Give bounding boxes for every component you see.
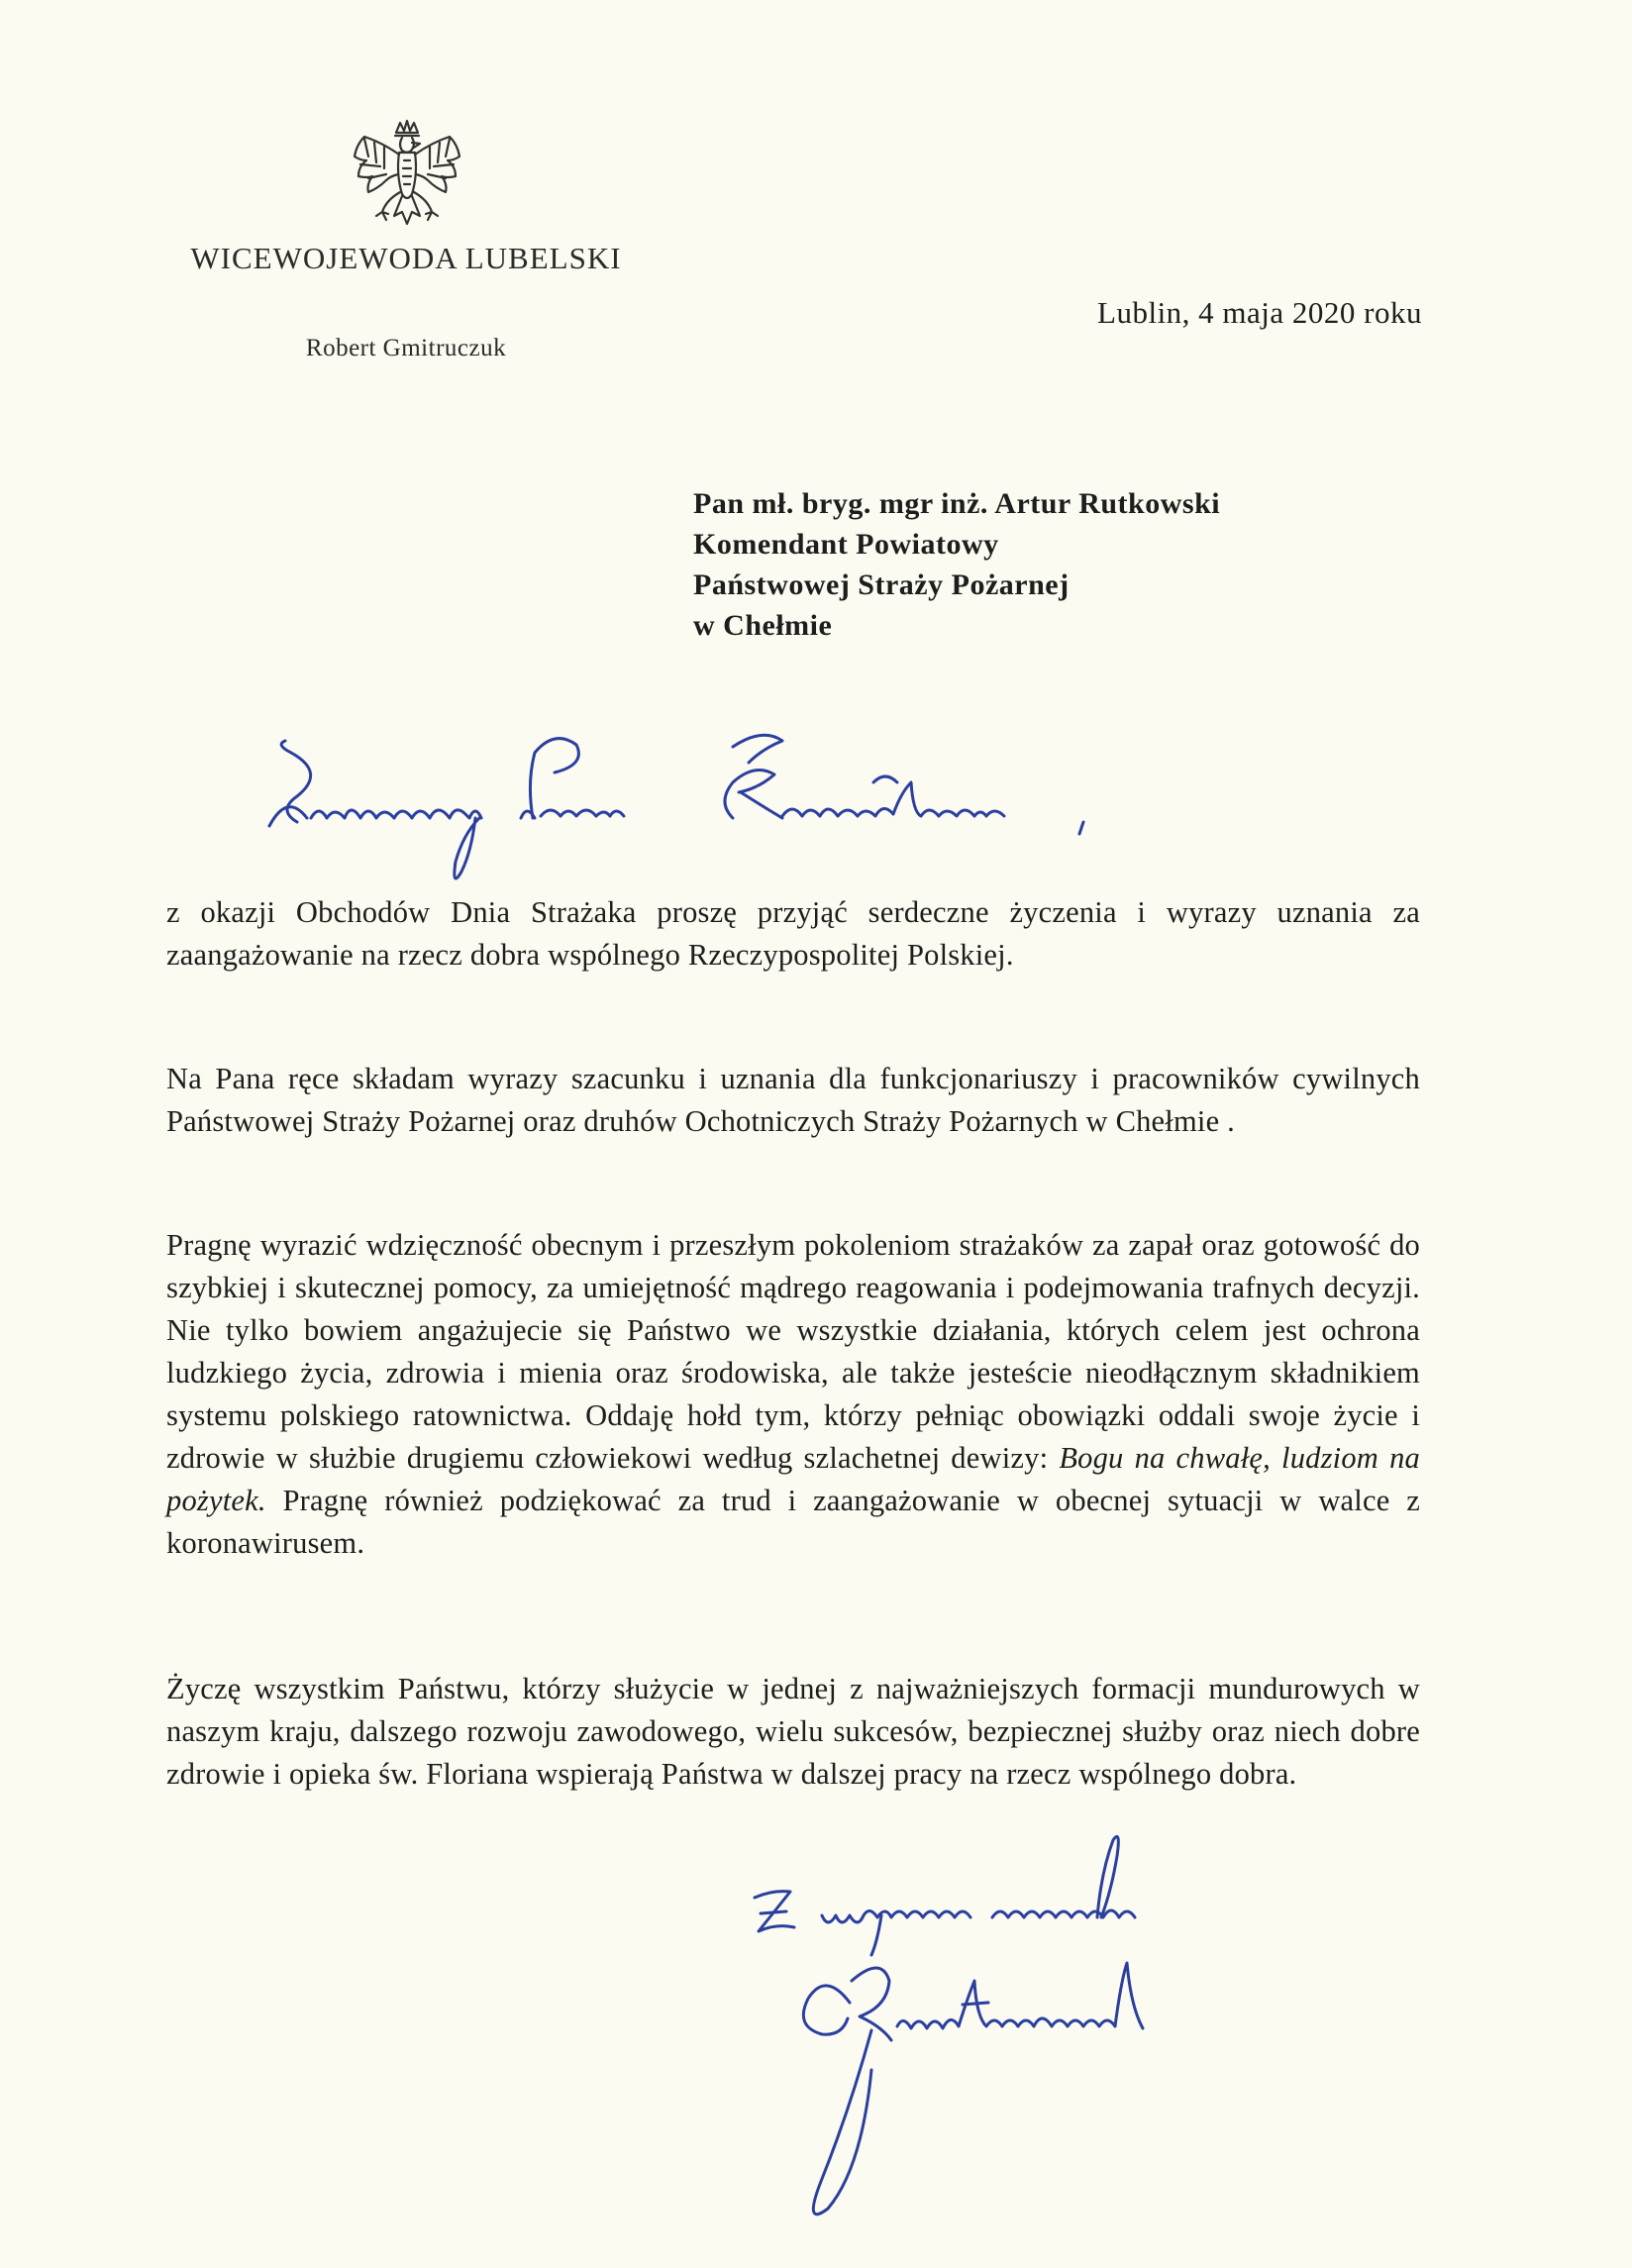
office-title: WICEWOJEWODA LUBELSKI	[190, 241, 622, 275]
handwritten-salutation	[267, 723, 1099, 901]
sender-name: Robert Gmitruczuk	[305, 335, 507, 361]
body-paragraph: Życzę wszystkim Państwu, którzy służycie w jednej z najważniejszych formacji mundurowych w naszym kraju, dalszego rozwoju zawodowego, wielu sukcesów, bezpiecznej służby oraz niech dobre zdrowie i opieka św. Floriana wspierają Państwa w dalszej pracy na rzecz wspólnego dobra.	[166, 1672, 1420, 1791]
body-paragraph: Na Pana ręce składam wyrazy szacunku i uznania dla funkcjonariuszy i pracowników cywilnych Państwowej Straży Pożarnej oraz druhów Ochotniczych Straży Pożarnych w Chełmie .	[166, 1062, 1420, 1138]
recipient-block	[693, 483, 1446, 646]
recipient-line: Komendant Powiatowy	[693, 528, 999, 561]
recipient-line: Państwowej Straży Pożarnej	[693, 568, 1070, 601]
body-text: Pragnę wyrazić wdzięczność obecnym i przeszłym pokoleniom strażaków za zapał oraz gotowość do szybkiej i skutecznej pomocy, za umiejętność mądrego reagowania i podejmowania trafnych decyzji. Nie tylko bowiem angażujecie się Państwo we wszystkie działania, których celem jest ochrona ludzkiego życia, zdrowia i mienia oraz środowiska, ale także jesteście nieodłącznym składnikiem systemu polskiego ratownictwa. Oddaję hołd tym, którzy pełniąc obowiązki oddali swoje życie i zdrowie w służbie drugiemu człowiekowi według szlachetnej dewizy:	[166, 1228, 1420, 1475]
motto: Bogu na chwałę, ludziom na pożytek.	[166, 1441, 1420, 1517]
letter-date: Lublin, 4 maja 2020 roku	[1097, 295, 1422, 330]
body-paragraph	[166, 1224, 1420, 1565]
recipient-line: w Chełmie	[693, 609, 833, 642]
recipient-line: Pan mł. bryg. mgr inż. Artur Rutkowski	[693, 487, 1221, 520]
body-paragraph: z okazji Obchodów Dnia Strażaka proszę przyjąć serdeczne życzenia i wyrazy uznania za zaangażowanie na rzecz dobra wspólnego Rzeczypospolitej Polskiej.	[166, 895, 1420, 972]
handwritten-closing-and-signature	[733, 1832, 1287, 2248]
body-text: Pragnę również podziękować za trud i zaangażowanie w obecnej sytuacji w walce z koronawirusem.	[166, 1484, 1420, 1560]
polish-eagle-emblem-icon	[347, 117, 467, 246]
